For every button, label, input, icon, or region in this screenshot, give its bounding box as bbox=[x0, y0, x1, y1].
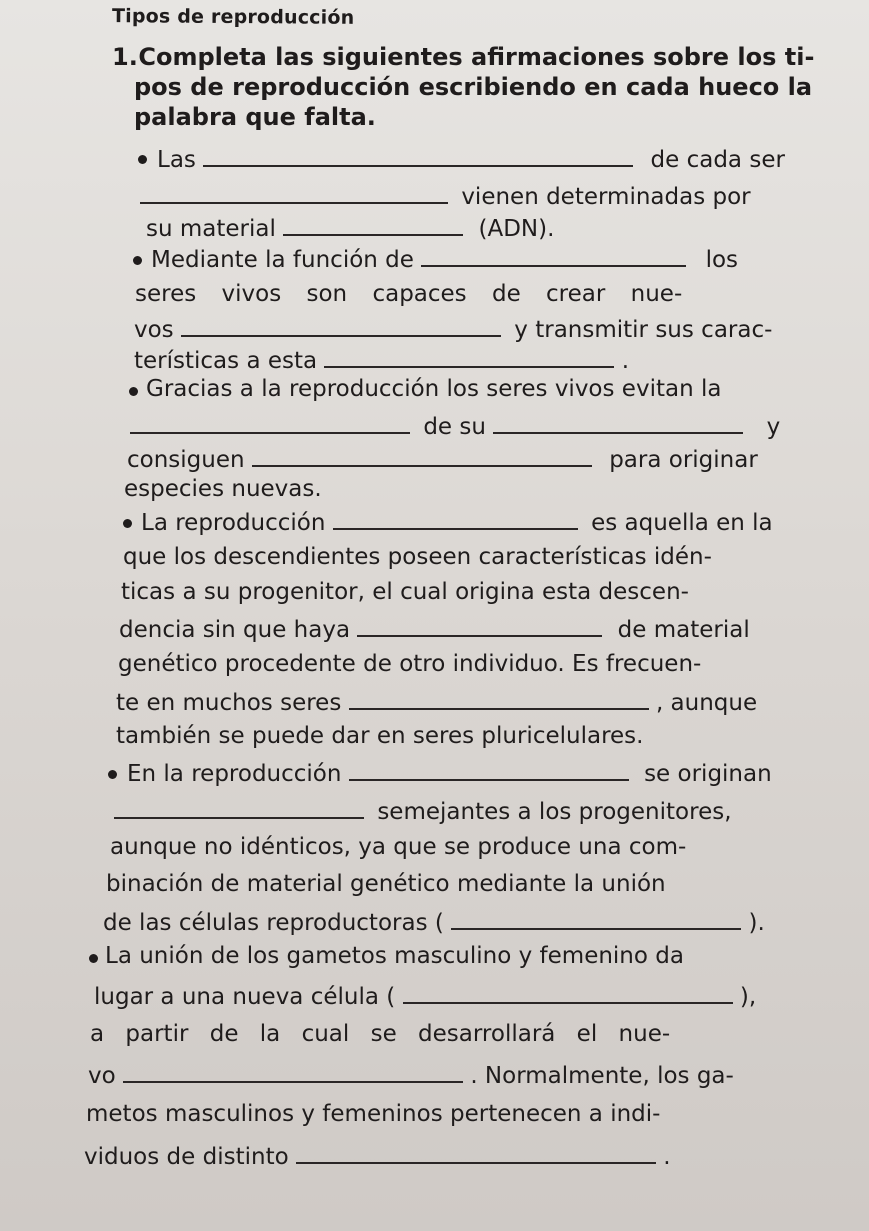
bullet-item-3 bbox=[129, 387, 138, 396]
blank-field[interactable] bbox=[252, 443, 592, 467]
item-1-line-2 bbox=[140, 180, 751, 212]
blank-field[interactable] bbox=[493, 410, 743, 434]
text-segment: es aquella en la bbox=[591, 510, 773, 536]
item-4-line-4 bbox=[119, 613, 750, 645]
instruction-line-2: pos de reproducción escribiendo en cada hueco la bbox=[134, 73, 813, 101]
item-6-line-1: La unión de los gametos masculino y femenino da bbox=[105, 943, 684, 969]
bullet-item-1 bbox=[138, 155, 147, 164]
blank-field[interactable] bbox=[114, 795, 364, 819]
blank-field[interactable] bbox=[349, 757, 629, 781]
instruction-text: Completa las siguientes afirmaciones sobre los ti- bbox=[138, 43, 815, 71]
item-4-line-7: también se puede dar en seres pluricelulares. bbox=[116, 723, 644, 749]
item-2-line-4 bbox=[134, 344, 629, 376]
blank-field[interactable] bbox=[140, 180, 448, 204]
item-1-line-3 bbox=[146, 212, 554, 244]
text-segment: ). bbox=[748, 910, 765, 936]
blank-field[interactable] bbox=[421, 243, 686, 267]
item-3-line-1: Gracias a la reproducción los seres vivos evitan la bbox=[146, 376, 722, 402]
text-segment: En la reproducción bbox=[127, 761, 342, 787]
blank-field[interactable] bbox=[130, 410, 410, 434]
text-segment: . Normalmente, los ga- bbox=[470, 1063, 734, 1089]
bullet-item-4 bbox=[123, 519, 132, 528]
item-3-line-2 bbox=[130, 410, 780, 442]
blank-field[interactable] bbox=[296, 1140, 656, 1164]
bullet-item-5 bbox=[108, 770, 117, 779]
item-6-line-4 bbox=[88, 1059, 734, 1091]
text-segment: de material bbox=[617, 617, 750, 643]
item-3-line-4: especies nuevas. bbox=[124, 476, 322, 502]
text-segment: vo bbox=[88, 1063, 116, 1089]
item-2-line-2: seres vivos son capaces de crear nue- bbox=[135, 281, 683, 307]
text-segment: su material bbox=[146, 216, 276, 242]
text-segment: de su bbox=[423, 414, 486, 440]
item-4-line-3: ticas a su progenitor, el cual origina esta descen- bbox=[121, 579, 689, 605]
blank-field[interactable] bbox=[357, 613, 602, 637]
bullet-item-2 bbox=[133, 256, 142, 265]
item-5-line-3: aunque no idénticos, ya que se produce una com- bbox=[110, 834, 687, 860]
item-6-line-5: metos masculinos y femeninos pertenecen a indi- bbox=[86, 1101, 661, 1127]
blank-field[interactable] bbox=[403, 980, 733, 1004]
item-3-line-3 bbox=[127, 443, 758, 475]
text-segment: La reproducción bbox=[141, 510, 326, 536]
item-5-line-1 bbox=[127, 757, 772, 789]
blank-field[interactable] bbox=[349, 686, 649, 710]
text-segment: lugar a una nueva célula ( bbox=[94, 984, 396, 1010]
text-segment: (ADN). bbox=[478, 216, 555, 242]
text-segment: Las bbox=[157, 147, 196, 173]
text-segment: dencia sin que haya bbox=[119, 617, 351, 643]
blank-field[interactable] bbox=[283, 212, 463, 236]
text-segment: los bbox=[705, 247, 739, 273]
text-segment: te en muchos seres bbox=[116, 690, 342, 716]
item-5-line-2 bbox=[114, 795, 732, 827]
item-6-line-3: a partir de la cual se desarrollará el nue- bbox=[90, 1021, 671, 1047]
instruction-line-1 bbox=[112, 42, 832, 72]
blank-field[interactable] bbox=[123, 1059, 463, 1083]
item-4-line-1 bbox=[141, 506, 773, 538]
item-4-line-2: que los descendientes poseen características idén- bbox=[123, 544, 712, 570]
item-2-line-1 bbox=[151, 243, 738, 275]
blank-field[interactable] bbox=[181, 313, 501, 337]
text-segment: y bbox=[766, 414, 781, 440]
item-4-line-6 bbox=[116, 686, 757, 718]
text-segment: ), bbox=[739, 984, 757, 1010]
text-segment: para originar bbox=[609, 447, 758, 473]
instruction-line-3: palabra que falta. bbox=[134, 103, 376, 131]
text-segment: , aunque bbox=[655, 690, 758, 716]
text-segment: . bbox=[621, 348, 630, 374]
text-segment: y transmitir sus carac- bbox=[514, 317, 773, 343]
text-segment: viduos de distinto bbox=[84, 1144, 289, 1170]
blank-field[interactable] bbox=[203, 143, 633, 167]
text-segment: se originan bbox=[644, 761, 772, 787]
text-segment: vienen determinadas por bbox=[461, 184, 751, 210]
blank-field[interactable] bbox=[333, 506, 578, 530]
text-segment: terísticas a esta bbox=[134, 348, 318, 374]
text-segment: Mediante la función de bbox=[151, 247, 414, 273]
text-segment: . bbox=[663, 1144, 671, 1170]
exercise-number: 1. bbox=[112, 43, 138, 71]
item-5-line-4: binación de material genético mediante la unión bbox=[106, 871, 666, 897]
text-segment: consiguen bbox=[127, 447, 245, 473]
exercise-instruction bbox=[112, 42, 832, 132]
bullet-item-6 bbox=[89, 954, 98, 963]
item-5-line-5 bbox=[103, 906, 765, 938]
text-segment: de cada ser bbox=[650, 147, 785, 173]
blank-field[interactable] bbox=[451, 906, 741, 930]
item-4-line-5: genético procedente de otro individuo. Es frecuen- bbox=[118, 651, 702, 677]
item-2-line-3 bbox=[134, 313, 772, 345]
section-title: Tipos de reproducción bbox=[111, 5, 355, 29]
item-6-line-6 bbox=[84, 1140, 671, 1172]
item-1-line-1 bbox=[157, 143, 785, 175]
text-segment: vos bbox=[134, 317, 174, 343]
item-6-line-2 bbox=[94, 980, 756, 1012]
blank-field[interactable] bbox=[324, 344, 614, 368]
text-segment: de las células reproductoras ( bbox=[103, 910, 444, 936]
text-segment: semejantes a los progenitores, bbox=[377, 799, 732, 825]
